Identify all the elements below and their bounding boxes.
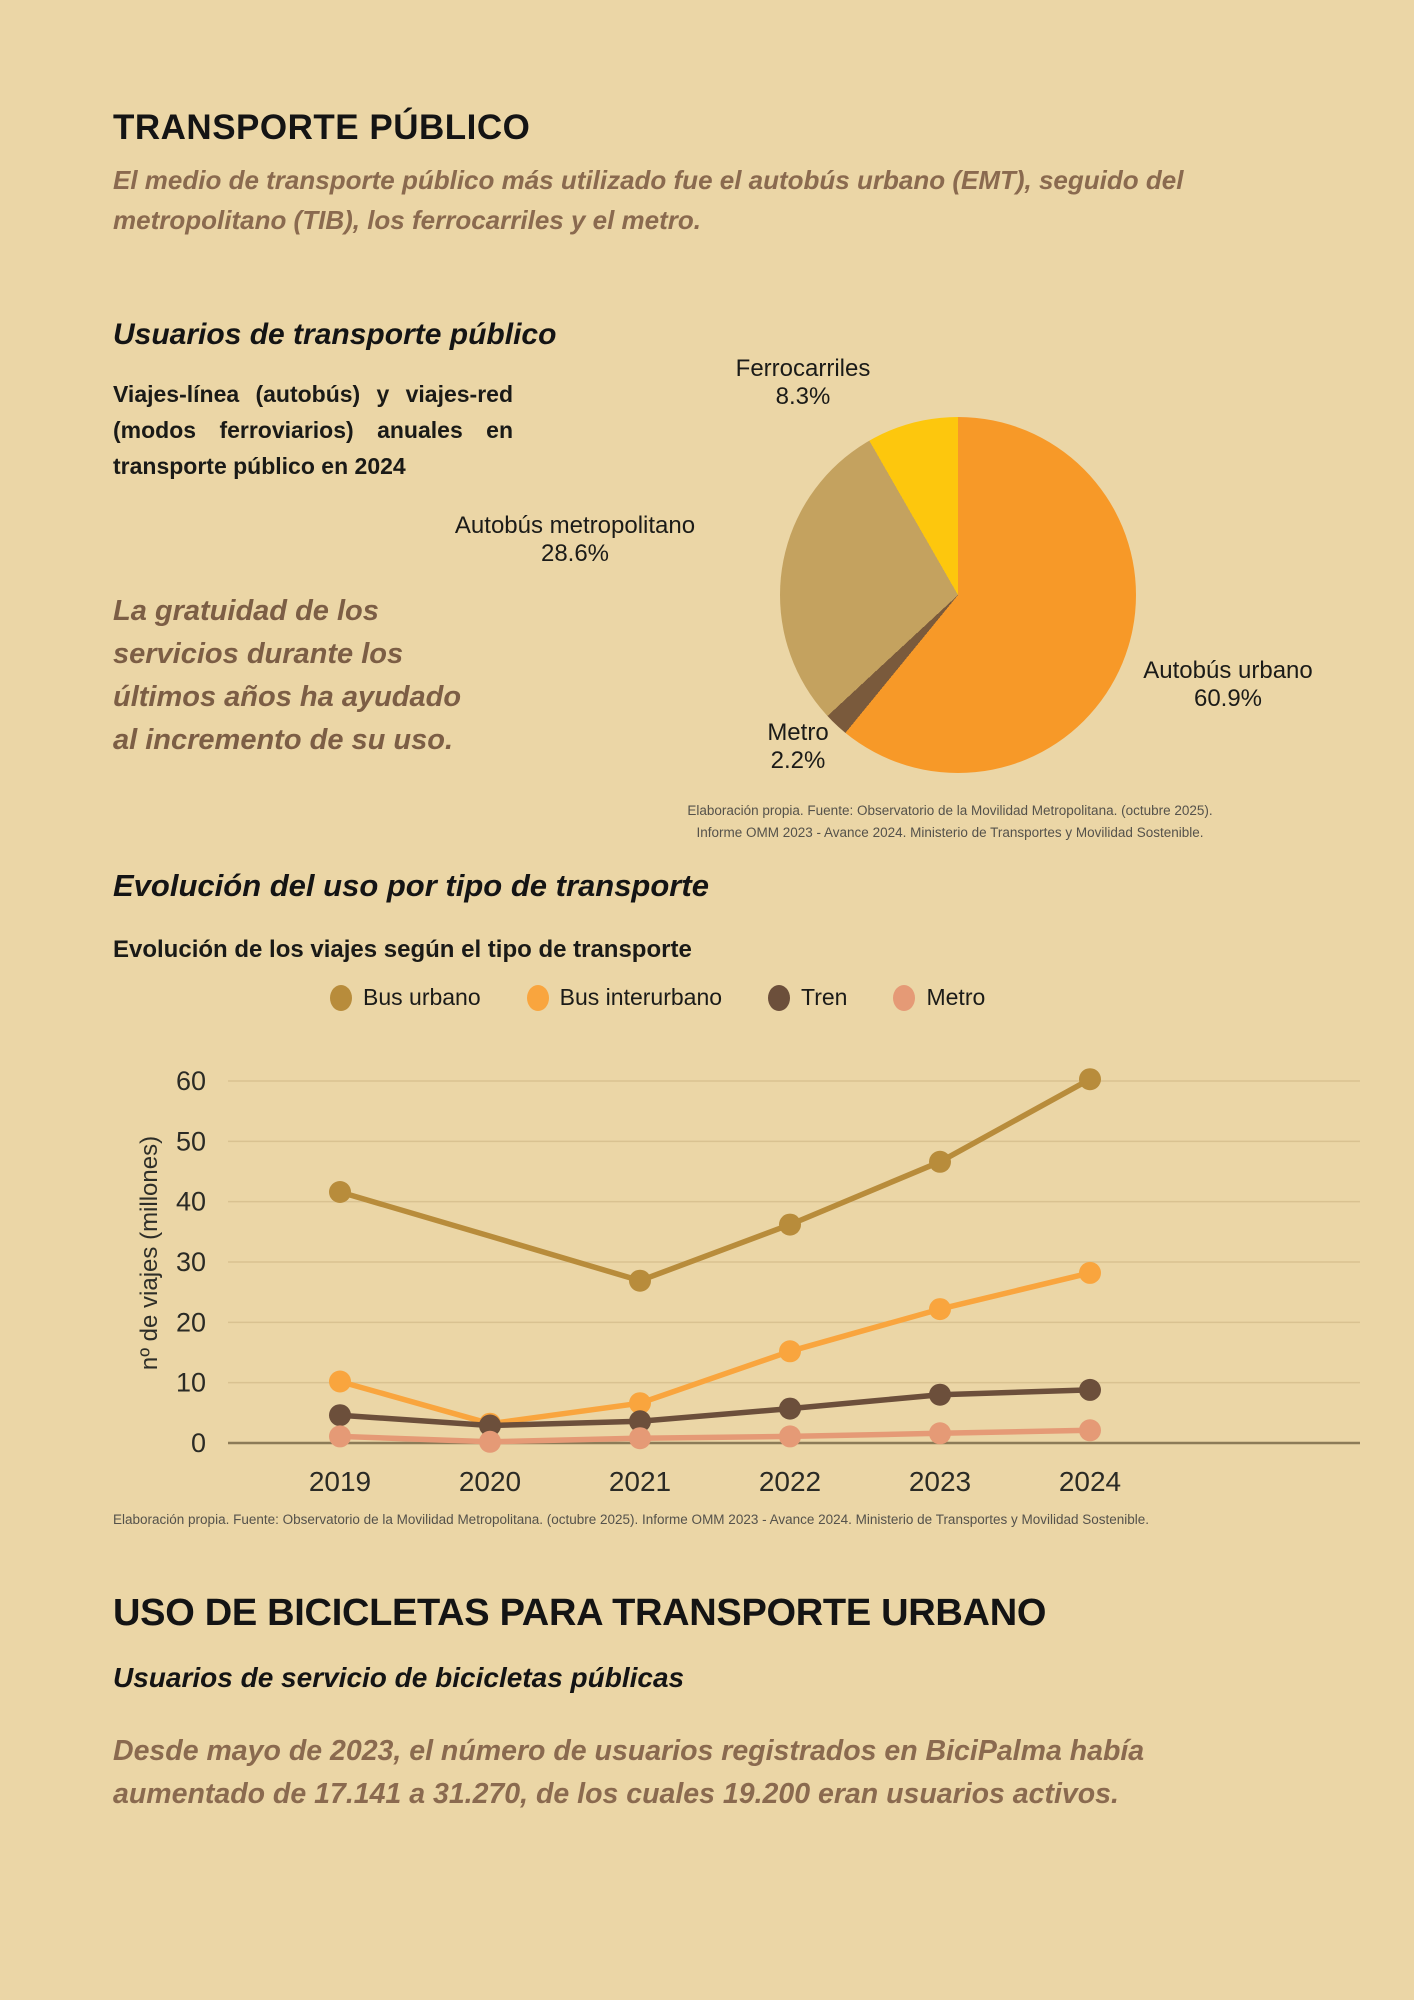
x-tick-label: 2019 [308,1466,372,1497]
y-tick-label: 30 [175,1247,206,1277]
y-tick-label: 40 [175,1186,206,1217]
legend-label: Bus urbano [363,984,481,1010]
x-tick-label: 2020 [458,1466,522,1497]
bikes-subheading: Usuarios de servicio de bicicletas públicas [113,1662,685,1693]
pie-label-urbano [1078,657,1378,713]
pie-label-metropolitano [415,512,735,568]
series-line [340,1079,1090,1281]
legend-item [330,984,481,1011]
y-tick-label: 20 [175,1307,206,1338]
series-marker [779,1214,801,1236]
series-marker [329,1371,351,1393]
series-line [340,1390,1090,1426]
x-tick-label: 2022 [758,1466,822,1497]
pie-label-metro [698,719,898,775]
series-marker [929,1298,951,1320]
bikes-body-text: Desde mayo de 2023, el número de usuarios registrados en BiciPalma había aumentado de 17.141 a 31.270, de los cuales 19.200 eran usuarios activos. [113,1735,1145,1810]
series-marker [479,1431,501,1453]
page-title: TRANSPORTE PÚBLICO [113,108,531,147]
pie-label-ferrocarriles [703,355,903,411]
evolution-section-heading: Evolución del uso por tipo de transporte [113,868,709,903]
legend-item [893,984,985,1011]
pie-source-caption [530,800,1370,844]
series-line [340,1430,1090,1442]
pie-chart-title: Viajes-línea (autobús) y viajes-red (modos ferroviarios) anuales en transporte público en 2024 [113,381,513,479]
pie-label-name: Ferrocarriles [735,355,871,382]
series-line [340,1273,1090,1424]
x-tick-label: 2021 [608,1466,672,1497]
series-marker [629,1270,651,1292]
legend-item [768,984,847,1011]
pie-label-name: Metro [767,719,829,746]
legend-label: Bus interurbano [559,984,723,1010]
series-marker [779,1398,801,1420]
pie-label-pct: 2.2% [770,747,826,774]
y-tick-label: 0 [190,1428,206,1458]
series-marker [1079,1379,1101,1401]
legend-label: Tren [801,984,848,1010]
intro-text: El medio de transporte público más utilizado fue el autobús urbano (EMT), seguido del metropolitano (TIB), los ferrocarriles y el metro. [113,165,1184,235]
series-marker [329,1404,351,1426]
series-marker [929,1384,951,1406]
pie-callout-text: La gratuidad de los servicios durante los últimos años ha ayudado al incremento de su uso. [113,595,462,756]
legend-swatch-icon [893,985,915,1011]
legend-item [527,984,722,1011]
line-chart-svg [120,1058,1380,1528]
x-tick-label: 2024 [1058,1466,1122,1497]
series-marker [629,1427,651,1449]
series-marker [1079,1262,1101,1284]
pie-source-line1: Elaboración propia. Fuente: Observatorio de la Movilidad Metropolitana. (octubre 2025). [687,803,1213,818]
series-marker [779,1425,801,1447]
y-tick-label: 50 [175,1126,206,1157]
pie-label-pct: 28.6% [540,540,610,567]
y-axis-title: nº de viajes (millones) [136,1135,163,1371]
pie-label-pct: 8.3% [775,383,831,410]
series-marker [779,1340,801,1362]
pie-label-pct: 60.9% [1193,685,1263,712]
y-tick-label: 60 [175,1066,206,1096]
line-legend [330,984,985,1011]
pie-section-heading: Usuarios de transporte público [113,318,557,351]
series-marker [929,1151,951,1173]
series-marker [329,1425,351,1447]
series-marker [929,1422,951,1444]
legend-swatch-icon [768,985,790,1011]
bikes-section-heading: USO DE BICICLETAS PARA TRANSPORTE URBANO [113,1592,1047,1634]
series-marker [1079,1068,1101,1090]
series-marker [329,1181,351,1203]
pie-label-name: Autobús urbano [1143,657,1313,684]
pie-source-line2: Informe OMM 2023 - Avance 2024. Ministerio de Transportes y Movilidad Sostenible. [696,825,1204,840]
y-tick-label: 10 [175,1367,206,1398]
line-chart-title: Evolución de los viajes según el tipo de transporte [113,936,692,963]
legend-swatch-icon [330,985,352,1011]
pie-label-name: Autobús metropolitano [454,512,696,539]
line-chart-source-caption: Elaboración propia. Fuente: Observatorio de la Movilidad Metropolitana. (octubre 2025). Informe OMM 2023 - Avance 2024. Ministerio de Transportes y Movilidad Sostenible. [113,1512,1150,1527]
series-marker [1079,1419,1101,1441]
x-tick-label: 2023 [908,1466,972,1497]
legend-swatch-icon [527,985,549,1011]
legend-label: Metro [926,984,986,1010]
